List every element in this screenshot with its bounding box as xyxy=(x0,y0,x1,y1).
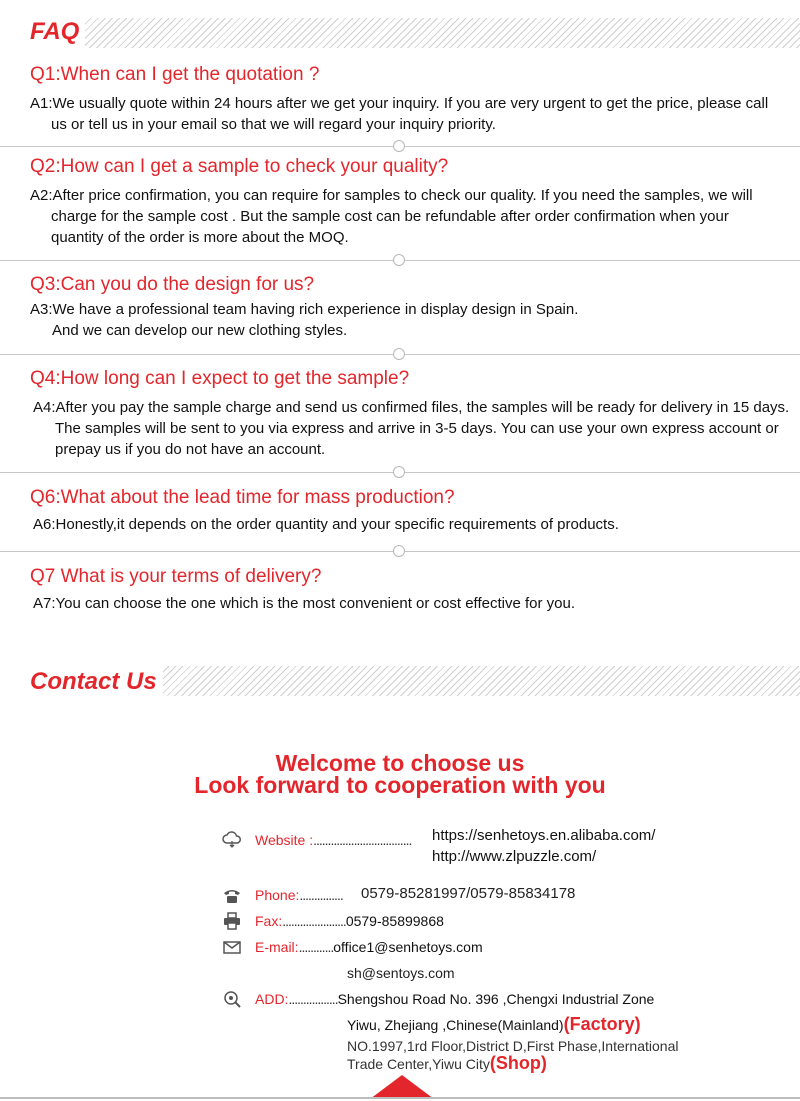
address-line-1: Shengshou Road No. 396 ,Chengxi Industrial Zone xyxy=(337,991,655,1007)
faq-question-3: Q3:Can you do the design for us? xyxy=(30,274,315,295)
welcome-line-1: Welcome to choose us xyxy=(275,750,525,776)
faq-answer-3-line-1: A3:We have a professional team having rich experience in display design in Spain. xyxy=(30,301,579,318)
faq-answer-6 xyxy=(33,514,619,535)
faq-separator xyxy=(0,551,800,552)
email-label: E-mail: xyxy=(255,939,299,955)
website-urls xyxy=(432,825,655,867)
mail-icon xyxy=(222,937,242,957)
factory-tag: (Factory) xyxy=(563,1014,641,1034)
address-line-2: Yiwu, Zhejiang ,Chinese(Mainland) xyxy=(347,1017,564,1033)
email-value-sh[interactable]: sh@sentoys.com xyxy=(347,965,455,981)
faq-separator xyxy=(0,472,800,473)
faq-answer-7 xyxy=(33,593,575,614)
fax-value: 0579-85899868 xyxy=(345,913,444,929)
phone-icon xyxy=(222,886,242,906)
faq-question-7: Q7 What is your terms of delivery? xyxy=(30,566,322,587)
cloud-icon xyxy=(222,829,242,849)
website-dots: .................................. xyxy=(313,832,412,848)
faq-answer-4-line-1: A4:After you pay the sample charge and send us confirmed files, the samples will be ready for delivery in 15 days. xyxy=(33,399,790,416)
faq-answer-1-line-1: A1:We usually quote within 24 hours after we get your inquiry. If you are very urgent to get the price, please call xyxy=(30,95,769,112)
faq-separator xyxy=(0,146,800,147)
faq-answer-2-line-2: charge for the sample cost . But the sample cost can be refundable after order confirmation when your xyxy=(51,208,729,225)
faq-answer-7-line-1: A7:You can choose the one which is the most convenient or cost effective for you. xyxy=(33,595,575,612)
faq-answer-3-line-2: And we can develop our new clothing styles. xyxy=(52,322,348,339)
phone-value: 0579-85281997/0579-85834178 xyxy=(361,885,576,902)
phone-label: Phone: xyxy=(255,887,300,903)
address-line-4: Trade Center,Yiwu City xyxy=(347,1056,490,1072)
fax-row xyxy=(255,913,444,929)
address-label: ADD: xyxy=(255,991,289,1007)
faq-header-band xyxy=(0,18,800,48)
faq-question-6: Q6:What about the lead time for mass production? xyxy=(30,487,455,508)
faq-separator xyxy=(0,354,800,355)
faq-answer-2 xyxy=(30,185,753,248)
faq-question-4: Q4:How long can I expect to get the sample? xyxy=(30,368,410,389)
email-row xyxy=(255,939,483,955)
shop-tag: (Shop) xyxy=(489,1053,547,1073)
bottom-divider xyxy=(0,1097,800,1099)
location-icon xyxy=(222,989,242,1009)
faq-answer-4 xyxy=(33,397,789,460)
faq-question-2: Q2:How can I get a sample to check your quality? xyxy=(30,156,449,177)
website-label: Website : xyxy=(255,832,314,848)
faq-title: FAQ xyxy=(0,16,85,48)
faq-answer-2-line-3: quantity of the order is more about the MOQ. xyxy=(51,229,349,246)
address-shop xyxy=(347,1038,678,1073)
address-line-3: NO.1997,1rd Floor,District D,First Phase,International xyxy=(347,1038,679,1054)
faq-answer-4-line-3: prepay us if you do not have an account. xyxy=(55,441,326,458)
website-row xyxy=(255,832,411,848)
faq-question-1: Q1:When can I get the quotation ? xyxy=(30,64,320,85)
fax-label: Fax: xyxy=(255,913,283,929)
faq-answer-3 xyxy=(30,299,578,341)
phone-dots: ............... xyxy=(299,887,343,903)
faq-answer-1-line-2: us or tell us in your email so that we will regard your inquiry priority. xyxy=(51,116,496,133)
email-dots: ............ xyxy=(298,939,334,955)
fax-dots: ...................... xyxy=(282,913,346,929)
printer-icon xyxy=(222,911,242,931)
faq-answer-2-line-1: A2:After price confirmation, you can require for samples to check our quality. If you need the samples, we will xyxy=(30,187,753,204)
address-dots: ................. xyxy=(288,991,338,1007)
email-value-office1[interactable]: office1@senhetoys.com xyxy=(333,939,483,955)
bottom-triangle xyxy=(370,1075,434,1099)
contact-title: Contact Us xyxy=(0,666,163,698)
website-url-zlpuzzle[interactable]: http://www.zlpuzzle.com/ xyxy=(432,848,597,865)
address-factory xyxy=(347,1014,641,1035)
faq-separator xyxy=(0,260,800,261)
address-row xyxy=(255,991,654,1007)
faq-answer-6-line-1: A6:Honestly,it depends on the order quantity and your specific requirements of products. xyxy=(33,516,619,533)
phone-row xyxy=(255,887,343,903)
faq-answer-4-line-2: The samples will be sent to you via express and arrive in 3-5 days. You can use your own express account or xyxy=(55,420,779,437)
welcome-line-2: Look forward to cooperation with you xyxy=(194,772,606,798)
faq-answer-1 xyxy=(30,93,768,135)
website-url-alibaba[interactable]: https://senhetoys.en.alibaba.com/ xyxy=(432,827,656,844)
